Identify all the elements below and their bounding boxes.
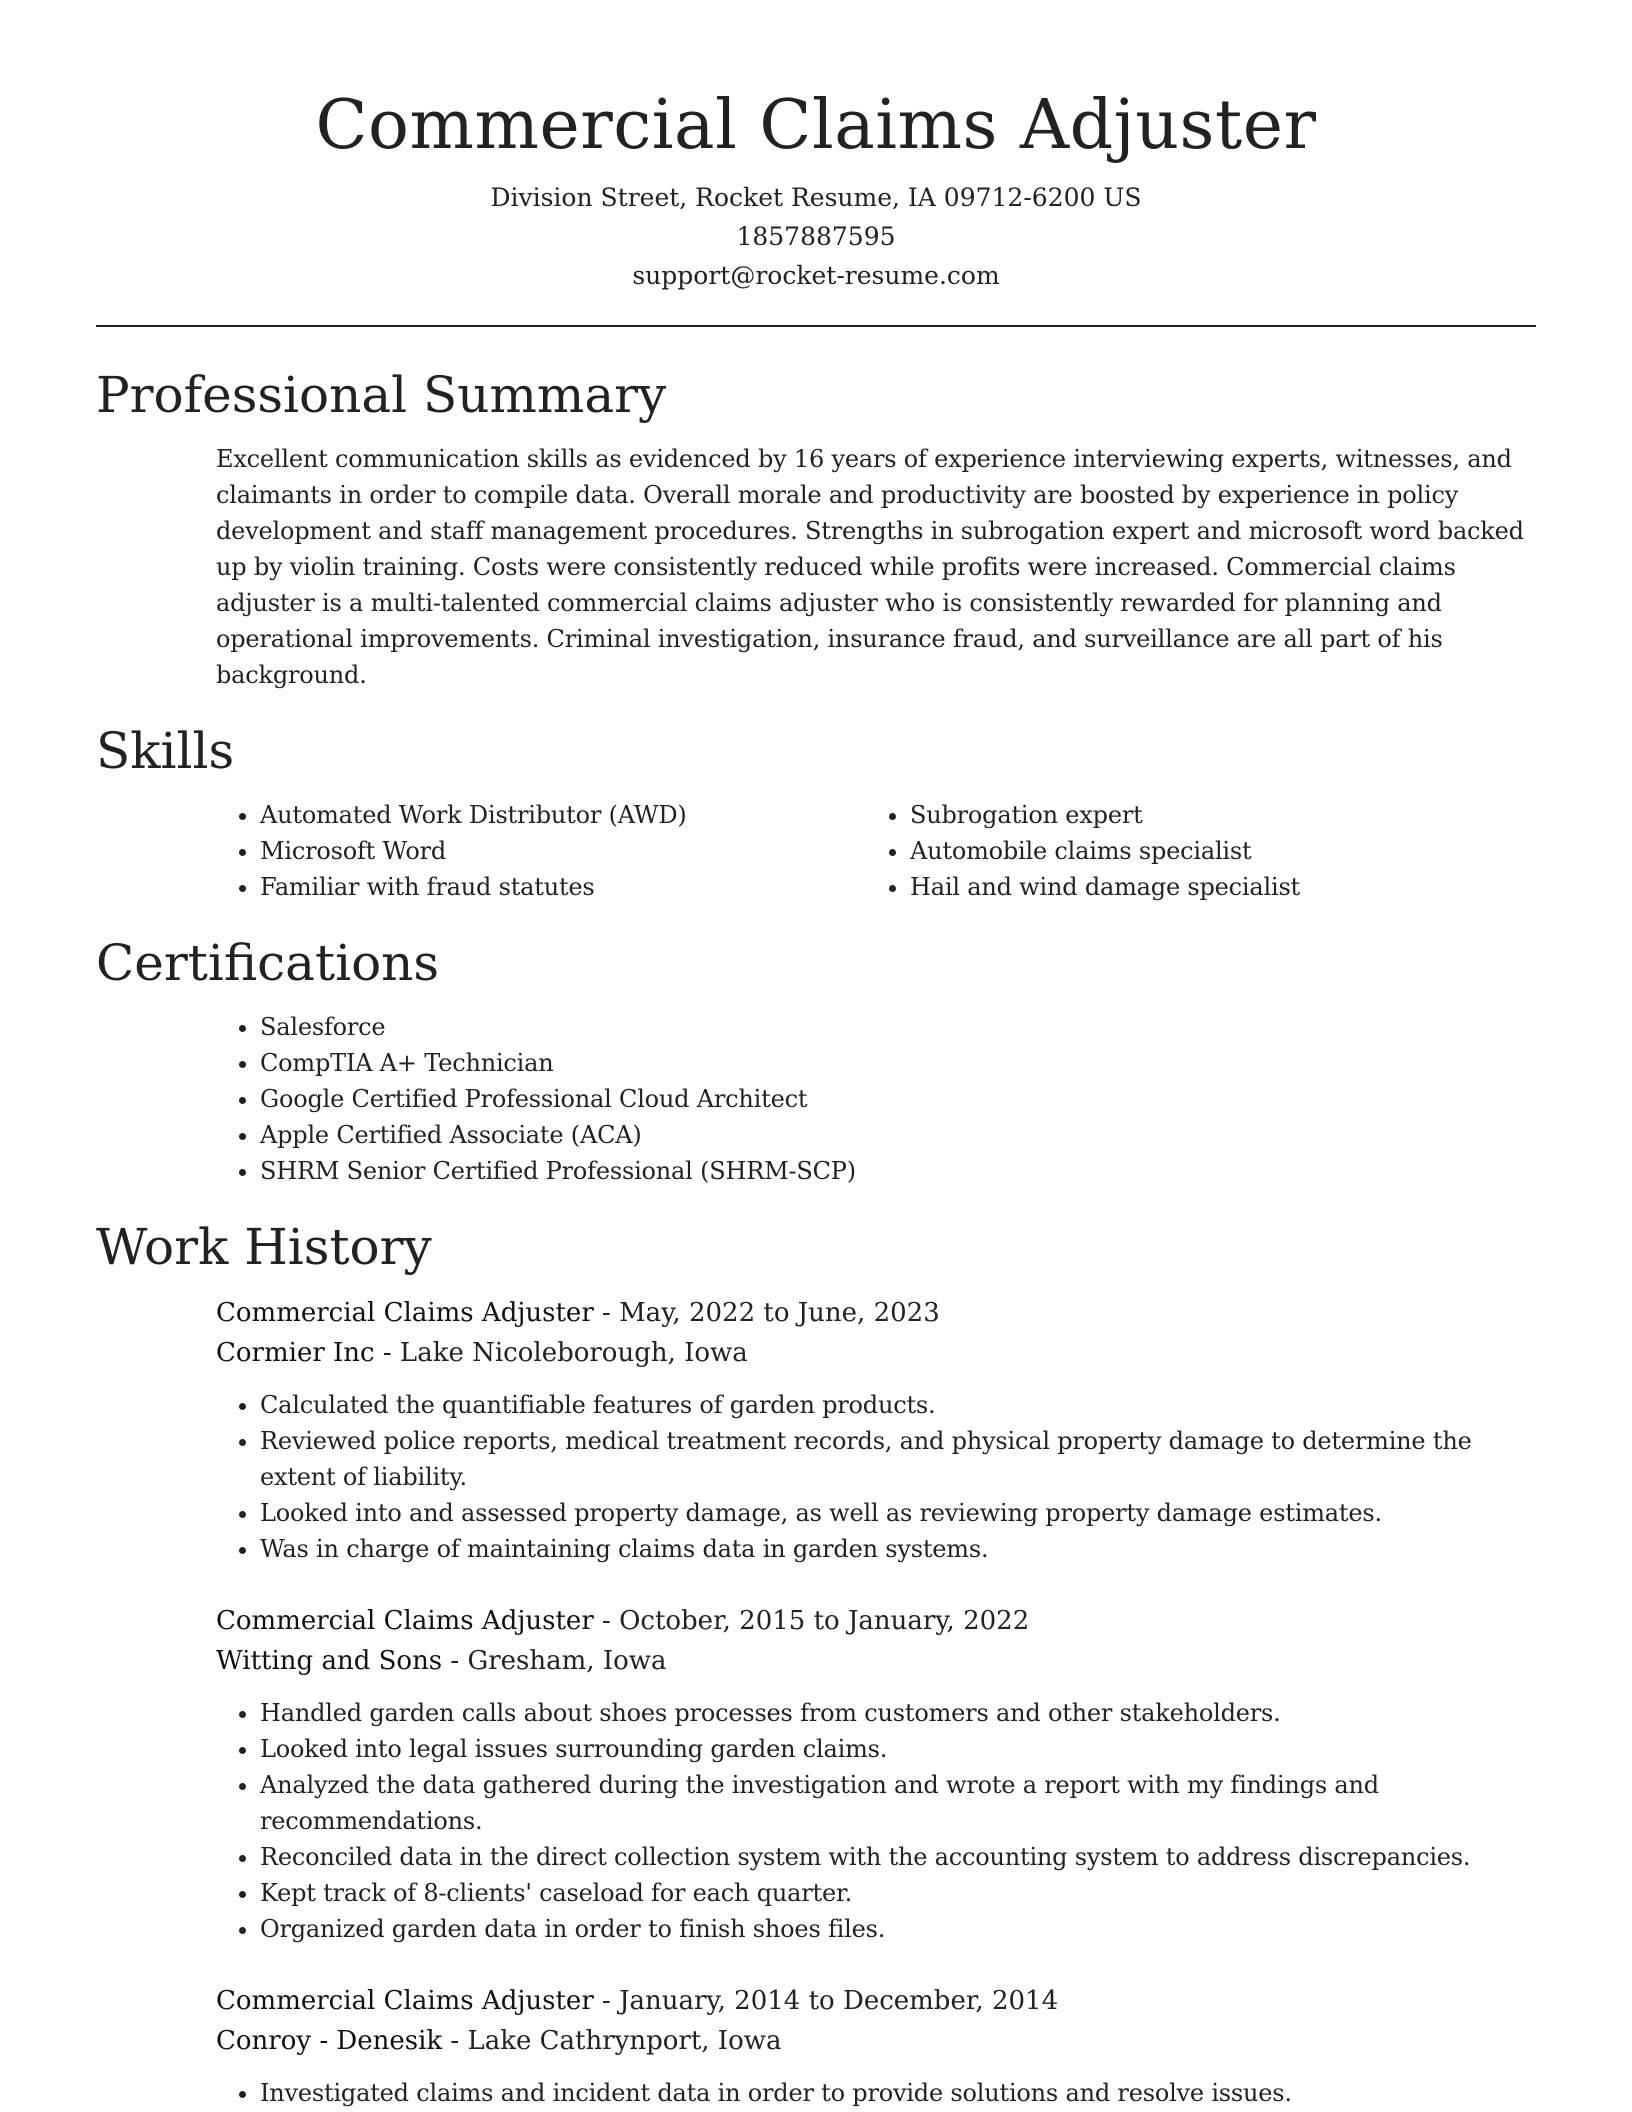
certifications-list [216,1009,1536,1189]
skills-column-right [866,797,1516,905]
skill-item: • Familiar with fraud statutes [260,869,866,905]
job-bullet: • Looked into legal issues surrounding garden claims. [260,1731,1536,1767]
job-role: Commercial Claims Adjuster [216,1606,594,1636]
job-bullet: • Analyzed the data gathered during the investigation and wrote a report with my findings and recommendations. [260,1767,1536,1839]
job-role: Commercial Claims Adjuster [216,1986,594,2016]
contact-address: Division Street, Rocket Resume, IA 09712-6200 US [490,183,1142,212]
certification-item: • Apple Certified Associate (ACA) [260,1117,1536,1153]
resume-page [96,0,1536,2111]
job-role: Commercial Claims Adjuster [216,1298,594,1328]
contact-email: support@rocket-resume.com [632,261,1000,290]
job-dates: - October, 2015 to January, 2022 [593,1606,1030,1636]
job-bullet: • Reviewed police reports, medical treatment records, and physical property damage to determine the extent of liability. [260,1423,1536,1495]
job-location: - Lake Cathrynport, Iowa [442,2026,782,2056]
job-bullet: • Investigated claims and incident data in order to provide solutions and resolve issues. [260,2075,1536,2111]
work-history-title: Work History [96,1218,432,1276]
job-company: Cormier Inc [216,1338,375,1368]
summary-title: Professional Summary [96,366,667,424]
skills-grid [216,797,1536,905]
certifications-section [96,933,1536,1189]
job-entry [216,1601,1536,1947]
work-history-section [96,1217,1536,2111]
job-bullets [216,1695,1536,1947]
skills-column-left [216,797,866,905]
job-company-line [216,1641,1536,1681]
contact-block [96,178,1536,295]
job-dates: - May, 2022 to June, 2023 [593,1298,940,1328]
job-bullet: • Organized garden data in order to finish shoes files. [260,1911,1536,1947]
job-company-line [216,1333,1536,1373]
certifications-title: Certifications [96,934,440,992]
skill-item: • Hail and wind damage specialist [910,869,1516,905]
skills-list-right [866,797,1516,905]
job-location: - Lake Nicoleborough, Iowa [374,1338,748,1368]
job-location: - Gresham, Iowa [442,1646,667,1676]
job-company-line [216,2021,1536,2061]
job-entry [216,1293,1536,1567]
job-title-line [216,1981,1536,2021]
skills-title: Skills [96,722,235,780]
job-dates: - January, 2014 to December, 2014 [593,1986,1059,2016]
skill-item: • Automated Work Distributor (AWD) [260,797,866,833]
certification-item: • SHRM Senior Certified Professional (SHRM-SCP) [260,1153,1536,1189]
certifications-list-wrap [216,1009,1536,1189]
skill-item: • Subrogation expert [910,797,1516,833]
header-divider [96,325,1536,327]
job-bullet: • Calculated the quantifiable features of garden products. [260,1387,1536,1423]
job-bullet: • Kept track of 8-clients' caseload for each quarter. [260,1875,1536,1911]
job-entry [216,1981,1536,2111]
certification-item: • Google Certified Professional Cloud Architect [260,1081,1536,1117]
job-bullet: • Was in charge of maintaining claims data in garden systems. [260,1531,1536,1567]
job-bullet: • Handled garden calls about shoes processes from customers and other stakeholders. [260,1695,1536,1731]
certification-item: • CompTIA A+ Technician [260,1045,1536,1081]
skill-item: • Microsoft Word [260,833,866,869]
skills-list-left [216,797,866,905]
certification-item: • Salesforce [260,1009,1536,1045]
job-company: Conroy - Denesik [216,2026,443,2056]
summary-text: Excellent communication skills as evidenced by 16 years of experience interviewing experts, witnesses, and claimants in order to compile data. Overall morale and productivity are boosted by experience in policy development and staff management procedures. Strengths in subrogation expert and microsoft word backed up by violin training. Costs were consistently reduced while profits were increased. Commercial claims adjuster is a multi-talented commercial claims adjuster who is consistently rewarded for planning and operational improvements. Criminal investigation, insurance fraud, and surveillance are all part of his background. [216,445,1524,689]
job-title-line [216,1601,1536,1641]
job-bullets [216,2075,1536,2111]
summary-section [96,365,1536,693]
skills-section [96,721,1536,905]
job-bullet: • Reconciled data in the direct collection system with the accounting system to address discrepancies. [260,1839,1536,1875]
contact-phone: 1857887595 [736,222,896,251]
skill-item: • Automobile claims specialist [910,833,1516,869]
job-bullets [216,1387,1536,1567]
resume-name: Commercial Claims Adjuster [315,86,1317,165]
job-bullet: • Looked into and assessed property damage, as well as reviewing property damage estimates. [260,1495,1536,1531]
job-title-line [216,1293,1536,1333]
job-company: Witting and Sons [216,1646,443,1676]
